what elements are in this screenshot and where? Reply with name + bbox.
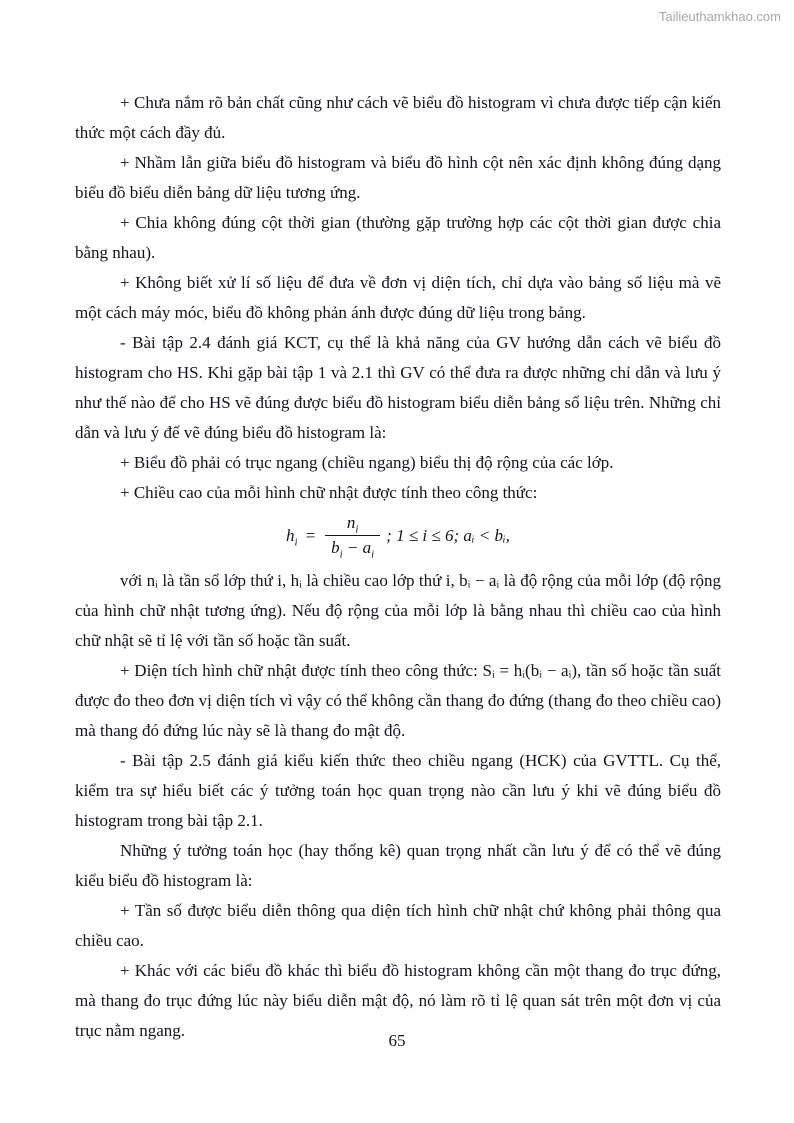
formula-lhs: $h_i$ (286, 525, 298, 549)
fraction (325, 513, 380, 559)
paragraph: Những ý tưởng toán học (hay thống kê) quan trọng nhất cần lưu ý để có thể vẽ đúng kiểu biểu đồ histogram là: (75, 840, 721, 890)
paragraph: + Không biết xử lí số liệu để đưa về đơn vị diện tích, chỉ dựa vào bảng số liệu mà vẽ một cách máy móc, biểu đồ không phản ánh được đúng dữ liệu trong bảng. (75, 273, 721, 322)
fraction-numerator: $n_i$ (325, 513, 380, 536)
page-content (75, 88, 721, 1046)
watermark: Tailieuthamkhao.com (658, 9, 781, 24)
formula-conditions: ; 1 ≤ i ≤ 6; aᵢ < bᵢ, (386, 525, 510, 545)
page-number: 65 (388, 1031, 406, 1050)
paragraph: + Khác với các biểu đồ khác thì biểu đồ histogram không cần một thang đo trục đứng, mà thang đo trục đứng lúc này biểu diễn mật độ, nó làm rõ tỉ lệ quan sát trên một đơn vị của trục nằm ngang. (75, 960, 721, 1040)
paragraph: với nᵢ là tần số lớp thứ i, hᵢ là chiều cao lớp thứ i, bᵢ − aᵢ là độ rộng của mỗi lớp (độ rộng của hình chữ nhật tương ứng). Nếu độ rộng của mỗi lớp là bằng nhau thì chiều cao của hình chữ nhật sẽ tỉ lệ với tần số hoặc tần suất. (75, 570, 721, 650)
paragraph: + Chưa nắm rõ bản chất cũng như cách vẽ biểu đồ histogram vì chưa được tiếp cận kiến thức một cách đầy đủ. (75, 93, 721, 142)
paragraph: + Chiều cao của mỗi hình chữ nhật được tính theo công thức: (120, 483, 538, 502)
paragraph: + Biểu đồ phải có trục ngang (chiều ngang) biểu thị độ rộng của các lớp. (120, 453, 614, 472)
math-formula (75, 513, 721, 559)
paragraph: + Tần số được biểu diễn thông qua diện tích hình chữ nhật chứ không phải thông qua chiều cao. (75, 900, 721, 950)
paragraph: - Bài tập 2.5 đánh giá kiểu kiến thức theo chiều ngang (HCK) của GVTTL. Cụ thể, kiểm tra sự hiểu biết các ý tưởng toán học quan trọng nào cần lưu ý khi vẽ đúng biểu đồ histogram trong bài tập 2.1. (75, 750, 721, 830)
paragraph: + Nhầm lẫn giữa biểu đồ histogram và biểu đồ hình cột nên xác định không đúng dạng biểu đồ biểu diễn bảng dữ liệu tương ứng. (75, 153, 721, 202)
paragraph: - Bài tập 2.4 đánh giá KCT, cụ thể là khả năng của GV hướng dẫn cách vẽ biểu đồ histogram cho HS. Khi gặp bài tập 1 và 2.1 thì GV có thể đưa ra được những chỉ dẫn và lưu ý như thế nào để cho HS vẽ đúng được biểu đồ histogram biểu diễn bảng số liệu trên. Những chỉ dẫn và lưu ý để vẽ đúng biểu đồ histogram là: (75, 333, 721, 442)
paragraph: + Chia không đúng cột thời gian (thường gặp trường hợp các cột thời gian được chia bằng nhau). (75, 213, 721, 262)
equals-sign: = (304, 525, 317, 545)
paragraph: + Diện tích hình chữ nhật được tính theo công thức: Sᵢ = hᵢ(bᵢ − aᵢ), tần số hoặc tần suất được đo theo đơn vị diện tích vì vậy có thể không cần thang đo đứng (thang đo theo chiều cao) mà thang đó đứng lúc này sẽ là thang đo mật độ. (75, 660, 721, 740)
fraction-denominator: $b_i - a_i$ (331, 538, 375, 561)
